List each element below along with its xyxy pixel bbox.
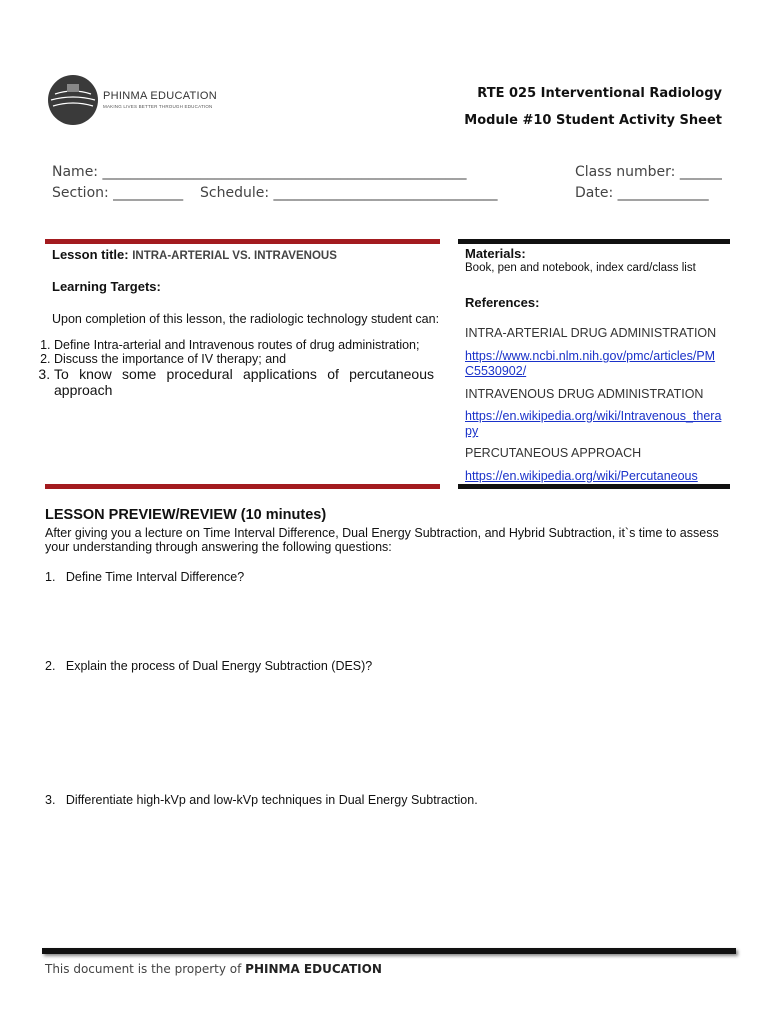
question-3: 3. Differentiate high-kVp and low-kVp techniques in Dual Energy Subtraction. bbox=[45, 793, 478, 807]
ref-link-intra-arterial[interactable]: https://www.ncbi.nlm.nih.gov/pmc/articles/PM C5530902/ bbox=[465, 349, 716, 378]
section-field[interactable]: Section: __________ bbox=[52, 185, 184, 201]
materials-bottom-divider bbox=[458, 484, 730, 489]
date-field[interactable]: Date: _____________ bbox=[575, 185, 709, 201]
preview-heading: LESSON PREVIEW/REVIEW (10 minutes) bbox=[45, 507, 327, 523]
target-item: 1. Define Intra-arterial and Intravenous routes of drug administration; bbox=[54, 338, 434, 352]
footer-text: This document is the property of PHINMA EDUCATION bbox=[45, 962, 382, 976]
question-1: 1. Define Time Interval Difference? bbox=[45, 570, 245, 584]
materials-text: Book, pen and notebook, index card/class list bbox=[465, 262, 696, 274]
logo-name: PHINMA EDUCATION bbox=[103, 89, 217, 102]
phinma-logo bbox=[47, 72, 217, 128]
course-title: RTE 025 Interventional Radiology bbox=[477, 86, 722, 101]
schedule-field[interactable]: Schedule: ________________________________ bbox=[200, 185, 498, 201]
preview-intro: After giving you a lecture on Time Interval Difference, Dual Energy Subtraction, and Hybrid Subtraction, it`s time to assess your understanding through answering the following questions: bbox=[45, 526, 719, 554]
lesson-title bbox=[52, 247, 337, 262]
footer-divider bbox=[42, 948, 736, 954]
target-item: 2. Discuss the importance of IV therapy; and bbox=[54, 352, 434, 366]
module-title: Module #10 Student Activity Sheet bbox=[464, 113, 722, 128]
lesson-title-value: INTRA-ARTERIAL VS. INTRAVENOUS bbox=[132, 250, 337, 262]
target-item: 3. To know some procedural applications of percutaneous approach bbox=[54, 366, 434, 398]
class-number-field[interactable]: Class number: ______ bbox=[575, 164, 722, 180]
ref-link-percutaneous[interactable]: https://en.wikipedia.org/wiki/Percutaneous bbox=[465, 469, 698, 483]
question-2: 2. Explain the process of Dual Energy Subtraction (DES)? bbox=[45, 659, 373, 673]
lesson-bottom-divider bbox=[45, 484, 440, 489]
lesson-top-divider bbox=[45, 239, 440, 244]
targets-list bbox=[32, 338, 434, 398]
materials-heading: Materials: bbox=[465, 246, 526, 261]
phinma-logo-icon bbox=[47, 74, 99, 126]
lesson-title-label: Lesson title: bbox=[52, 247, 129, 262]
logo-tagline: MAKING LIVES BETTER THROUGH EDUCATION bbox=[103, 103, 213, 109]
name-field[interactable]: Name: ____________________________________________________ bbox=[52, 164, 467, 180]
references-heading: References: bbox=[465, 295, 540, 310]
ref-link-intravenous[interactable]: https://en.wikipedia.org/wiki/Intravenous_thera py bbox=[465, 409, 722, 438]
ref-title-intravenous: INTRAVENOUS DRUG ADMINISTRATION bbox=[465, 387, 704, 401]
ref-title-intra-arterial: INTRA-ARTERIAL DRUG ADMINISTRATION bbox=[465, 326, 717, 340]
materials-top-divider bbox=[458, 239, 730, 244]
targets-intro: Upon completion of this lesson, the radiologic technology student can: bbox=[52, 312, 440, 326]
learning-targets-heading: Learning Targets: bbox=[52, 279, 161, 294]
ref-title-percutaneous: PERCUTANEOUS APPROACH bbox=[465, 446, 642, 460]
